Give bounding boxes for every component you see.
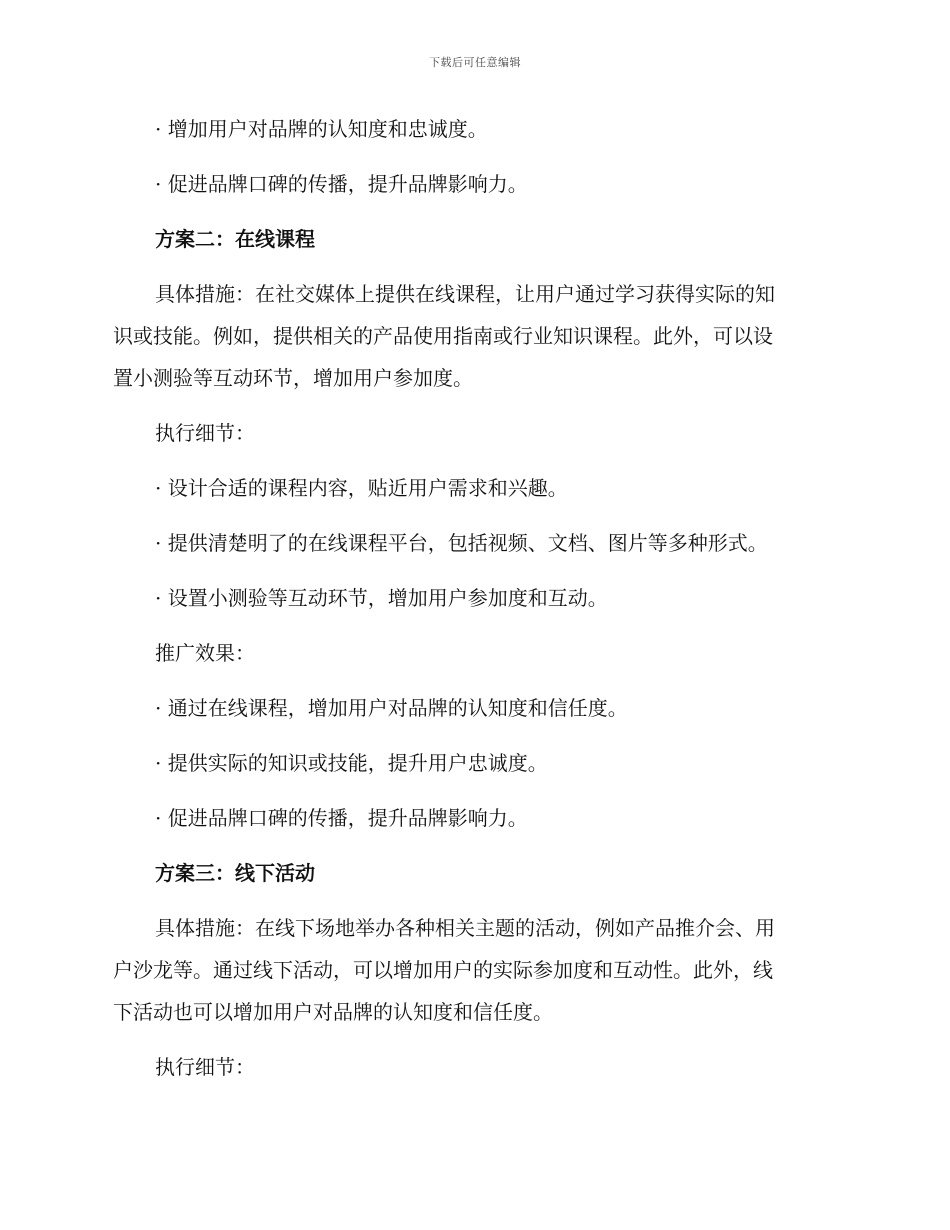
bullet-item: · 促进品牌口碑的传播，提升品牌影响力。 bbox=[155, 806, 528, 830]
bullet-item: · 提供清楚明了的在线课程平台，包括视频、文档、图片等多种形式。 bbox=[155, 531, 768, 555]
subsection-label: 执行细节： bbox=[155, 1055, 255, 1079]
bullet-item: · 促进品牌口碑的传播，提升品牌影响力。 bbox=[155, 172, 528, 196]
bullet-item: · 设计合适的课程内容，贴近用户需求和兴趣。 bbox=[155, 476, 568, 500]
section-heading: 方案二：在线课程 bbox=[155, 227, 315, 251]
subsection-label: 执行细节： bbox=[155, 421, 255, 445]
paragraph-line: 置小测验等互动环节，增加用户参加度。 bbox=[113, 366, 473, 390]
subsection-label: 推广效果： bbox=[155, 641, 255, 665]
bullet-item: · 增加用户对品牌的认知度和忠诚度。 bbox=[155, 117, 488, 141]
paragraph-line: 户沙龙等。通过线下活动，可以增加用户的实际参加度和互动性。此外，线 bbox=[113, 958, 773, 982]
paragraph-line: 下活动也可以增加用户对品牌的认知度和信任度。 bbox=[113, 1000, 553, 1024]
paragraph bbox=[113, 273, 833, 399]
paragraph-line: 具体措施：在线下场地举办各种相关主题的活动，例如产品推介会、用 bbox=[155, 916, 775, 940]
paragraph bbox=[113, 907, 833, 1033]
bullet-item: · 提供实际的知识或技能，提升用户忠诚度。 bbox=[155, 751, 548, 775]
section-heading: 方案三：线下活动 bbox=[155, 861, 315, 885]
bullet-item: · 设置小测验等互动环节，增加用户参加度和互动。 bbox=[155, 586, 608, 610]
paragraph-line: 具体措施：在社交媒体上提供在线课程，让用户通过学习获得实际的知 bbox=[155, 282, 775, 306]
page-header: 下载后可任意编辑 bbox=[429, 56, 521, 69]
document-body bbox=[113, 108, 833, 1088]
bullet-item: · 通过在线课程，增加用户对品牌的认知度和信任度。 bbox=[155, 696, 628, 720]
paragraph-line: 识或技能。例如，提供相关的产品使用指南或行业知识课程。此外，可以设 bbox=[113, 324, 773, 348]
